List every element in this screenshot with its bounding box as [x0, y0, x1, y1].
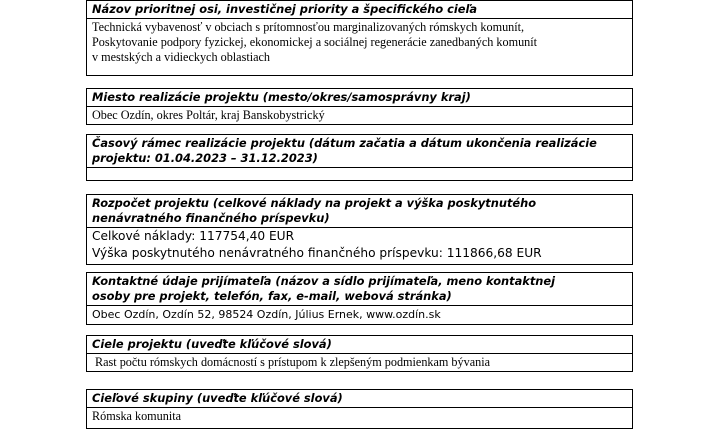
- priority-axis-heading: Názov prioritnej osi, investičnej priority a špecifického cieľa: [87, 1, 632, 19]
- priority-axis-body: [87, 19, 632, 66]
- timeframe-empty-row: [87, 168, 632, 182]
- contact-section: [86, 272, 633, 325]
- contact-value: Obec Ozdín, Ozdín 52, 98524 Ozdín, Július Ernek, www.ozdín.sk: [92, 308, 441, 321]
- priority-axis-line: v mestských a vidieckych oblastiach: [92, 50, 271, 64]
- location-heading: Miesto realizácie projektu (mesto/okres/samosprávny kraj): [87, 89, 632, 107]
- timeframe-heading-line: Časový rámec realizácie projektu (dátum začatia a dátum ukončenia realizácie: [92, 136, 597, 150]
- target-groups-heading: Cieľové skupiny (uveďte kľúčové slová): [87, 390, 632, 408]
- contact-heading-line: osoby pre projekt, telefón, fax, e-mail, webová stránka): [92, 289, 452, 303]
- budget-body: [87, 228, 632, 263]
- timeframe-heading: [87, 135, 632, 168]
- priority-axis-line: Technická vybavenosť v obciach s prítomnosťou marginalizovaných rómskych komunít,: [92, 20, 525, 34]
- budget-heading-line: Rozpočet projektu (celkové náklady na projekt a výška poskytnutého: [92, 196, 537, 210]
- contact-heading: [87, 273, 632, 306]
- goals-heading: Ciele projektu (uveďte kľúčové slová): [87, 336, 632, 354]
- contact-heading-line: Kontaktné údaje prijímateľa (názov a sídlo prijímateľa, meno kontaktnej: [92, 274, 556, 288]
- target-groups-section: [86, 389, 633, 429]
- location-value: Obec Ozdín, okres Poltár, kraj Banskobystrický: [92, 108, 325, 122]
- target-groups-value: Rómska komunita: [92, 409, 182, 423]
- budget-total-costs: Celkové náklady: 117754,40 EUR: [92, 229, 295, 243]
- budget-section: [86, 194, 633, 265]
- priority-axis-line: Poskytovanie podpory fyzickej, ekonomickej a sociálnej regenerácie zanedbaných komunít: [92, 35, 538, 49]
- timeframe-section: [86, 134, 633, 181]
- priority-axis-section: [86, 0, 633, 76]
- budget-heading: [87, 195, 632, 228]
- budget-heading-line: nenávratného finančného príspevku): [92, 211, 330, 225]
- budget-grant-amount: Výška poskytnutého nenávratného finančného príspevku: 111866,68 EUR: [92, 246, 542, 260]
- goals-value: Rast počtu rómskych domácností s prístupom k zlepšeným podmienkam bývania: [95, 355, 491, 369]
- goals-section: [86, 335, 633, 372]
- location-section: [86, 88, 633, 125]
- timeframe-heading-line: projektu: 01.04.2023 – 31.12.2023): [92, 151, 318, 165]
